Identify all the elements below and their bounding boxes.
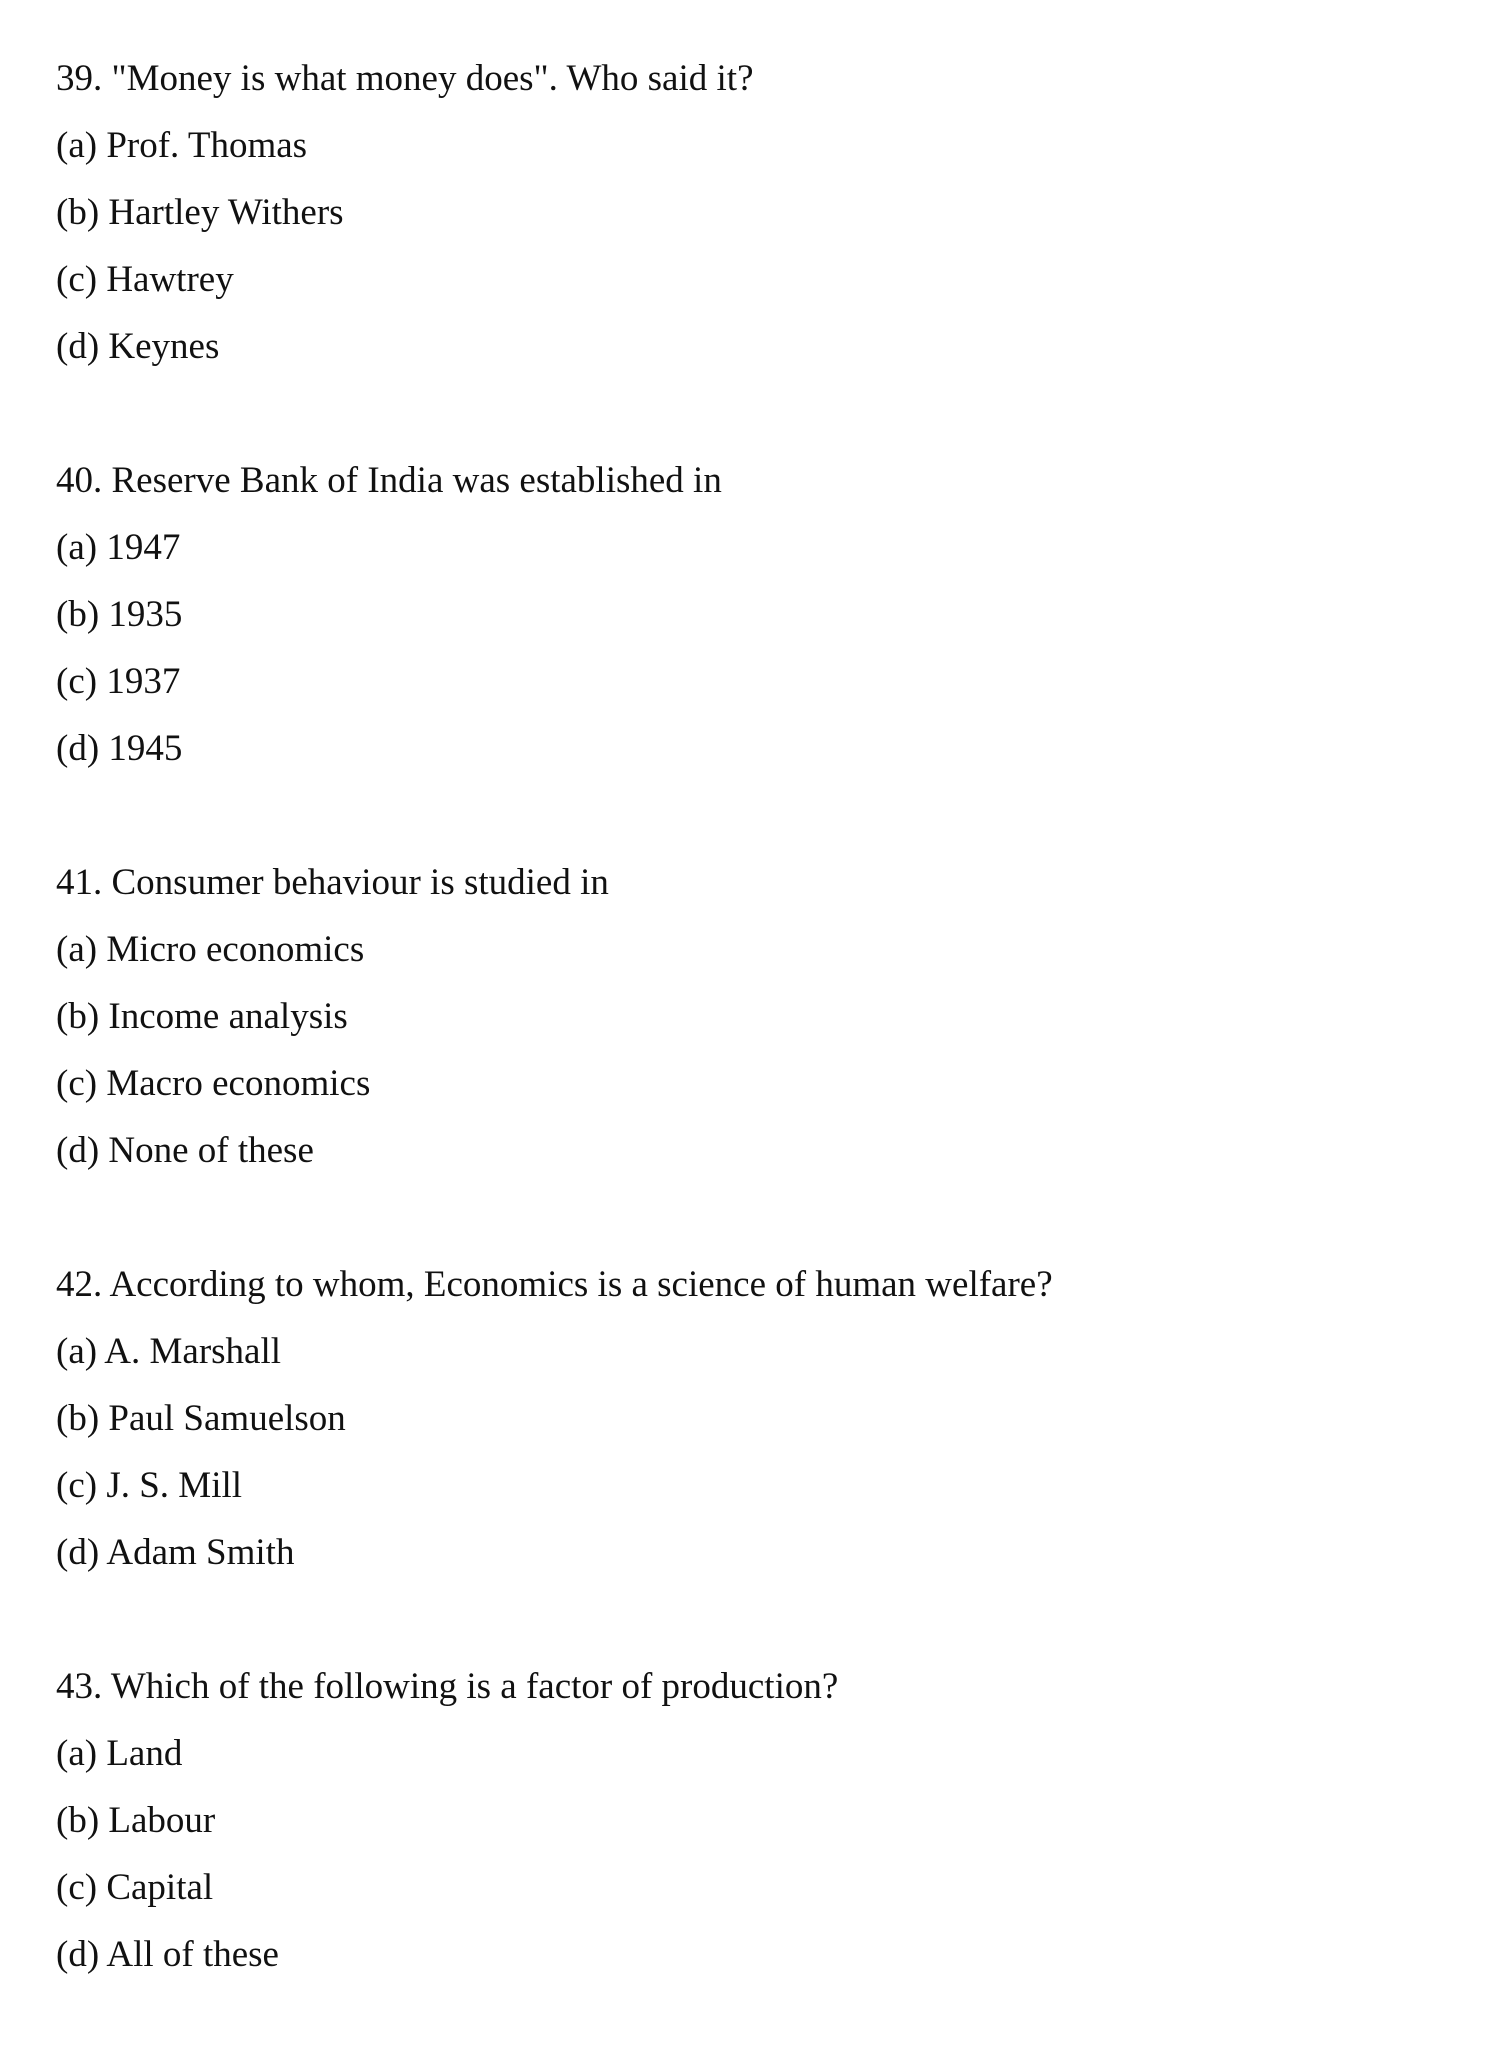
answer-option: (c) Capital bbox=[56, 1867, 214, 1908]
answer-option: (b) 1935 bbox=[56, 594, 183, 635]
question-text: 41. Consumer behaviour is studied in bbox=[56, 862, 609, 903]
answer-option: (b) Hartley Withers bbox=[56, 192, 344, 233]
answer-option: (b) Labour bbox=[56, 1800, 216, 1841]
question-text: 40. Reserve Bank of India was established in bbox=[56, 460, 722, 501]
question-block bbox=[56, 447, 1053, 782]
answer-option: (c) Hawtrey bbox=[56, 259, 234, 300]
answer-option: (c) J. S. Mill bbox=[56, 1465, 243, 1506]
answer-option: (c) 1937 bbox=[56, 661, 181, 702]
answer-option: (b) Paul Samuelson bbox=[56, 1398, 346, 1439]
answer-option: (a) Land bbox=[56, 1733, 183, 1774]
answer-option: (a) A. Marshall bbox=[56, 1331, 282, 1372]
question-text: 42. According to whom, Economics is a science of human welfare? bbox=[56, 1264, 1053, 1305]
answer-option: (d) 1945 bbox=[56, 728, 183, 769]
question-block bbox=[56, 45, 1053, 380]
answer-option: (d) Keynes bbox=[56, 326, 220, 367]
question-list bbox=[56, 45, 1053, 2055]
answer-option: (c) Macro economics bbox=[56, 1063, 371, 1104]
answer-option: (a) Prof. Thomas bbox=[56, 125, 308, 166]
question-block bbox=[56, 1251, 1053, 1586]
question-block bbox=[56, 849, 1053, 1184]
question-block bbox=[56, 1653, 1053, 1988]
answer-option: (d) Adam Smith bbox=[56, 1532, 295, 1573]
question-text: 39. "Money is what money does". Who said it? bbox=[56, 58, 754, 99]
question-text: 43. Which of the following is a factor of production? bbox=[56, 1666, 839, 1707]
answer-option: (b) Income analysis bbox=[56, 996, 348, 1037]
answer-option: (a) Micro economics bbox=[56, 929, 365, 970]
answer-option: (d) None of these bbox=[56, 1130, 314, 1171]
answer-option: (a) 1947 bbox=[56, 527, 181, 568]
answer-option: (d) All of these bbox=[56, 1934, 279, 1975]
